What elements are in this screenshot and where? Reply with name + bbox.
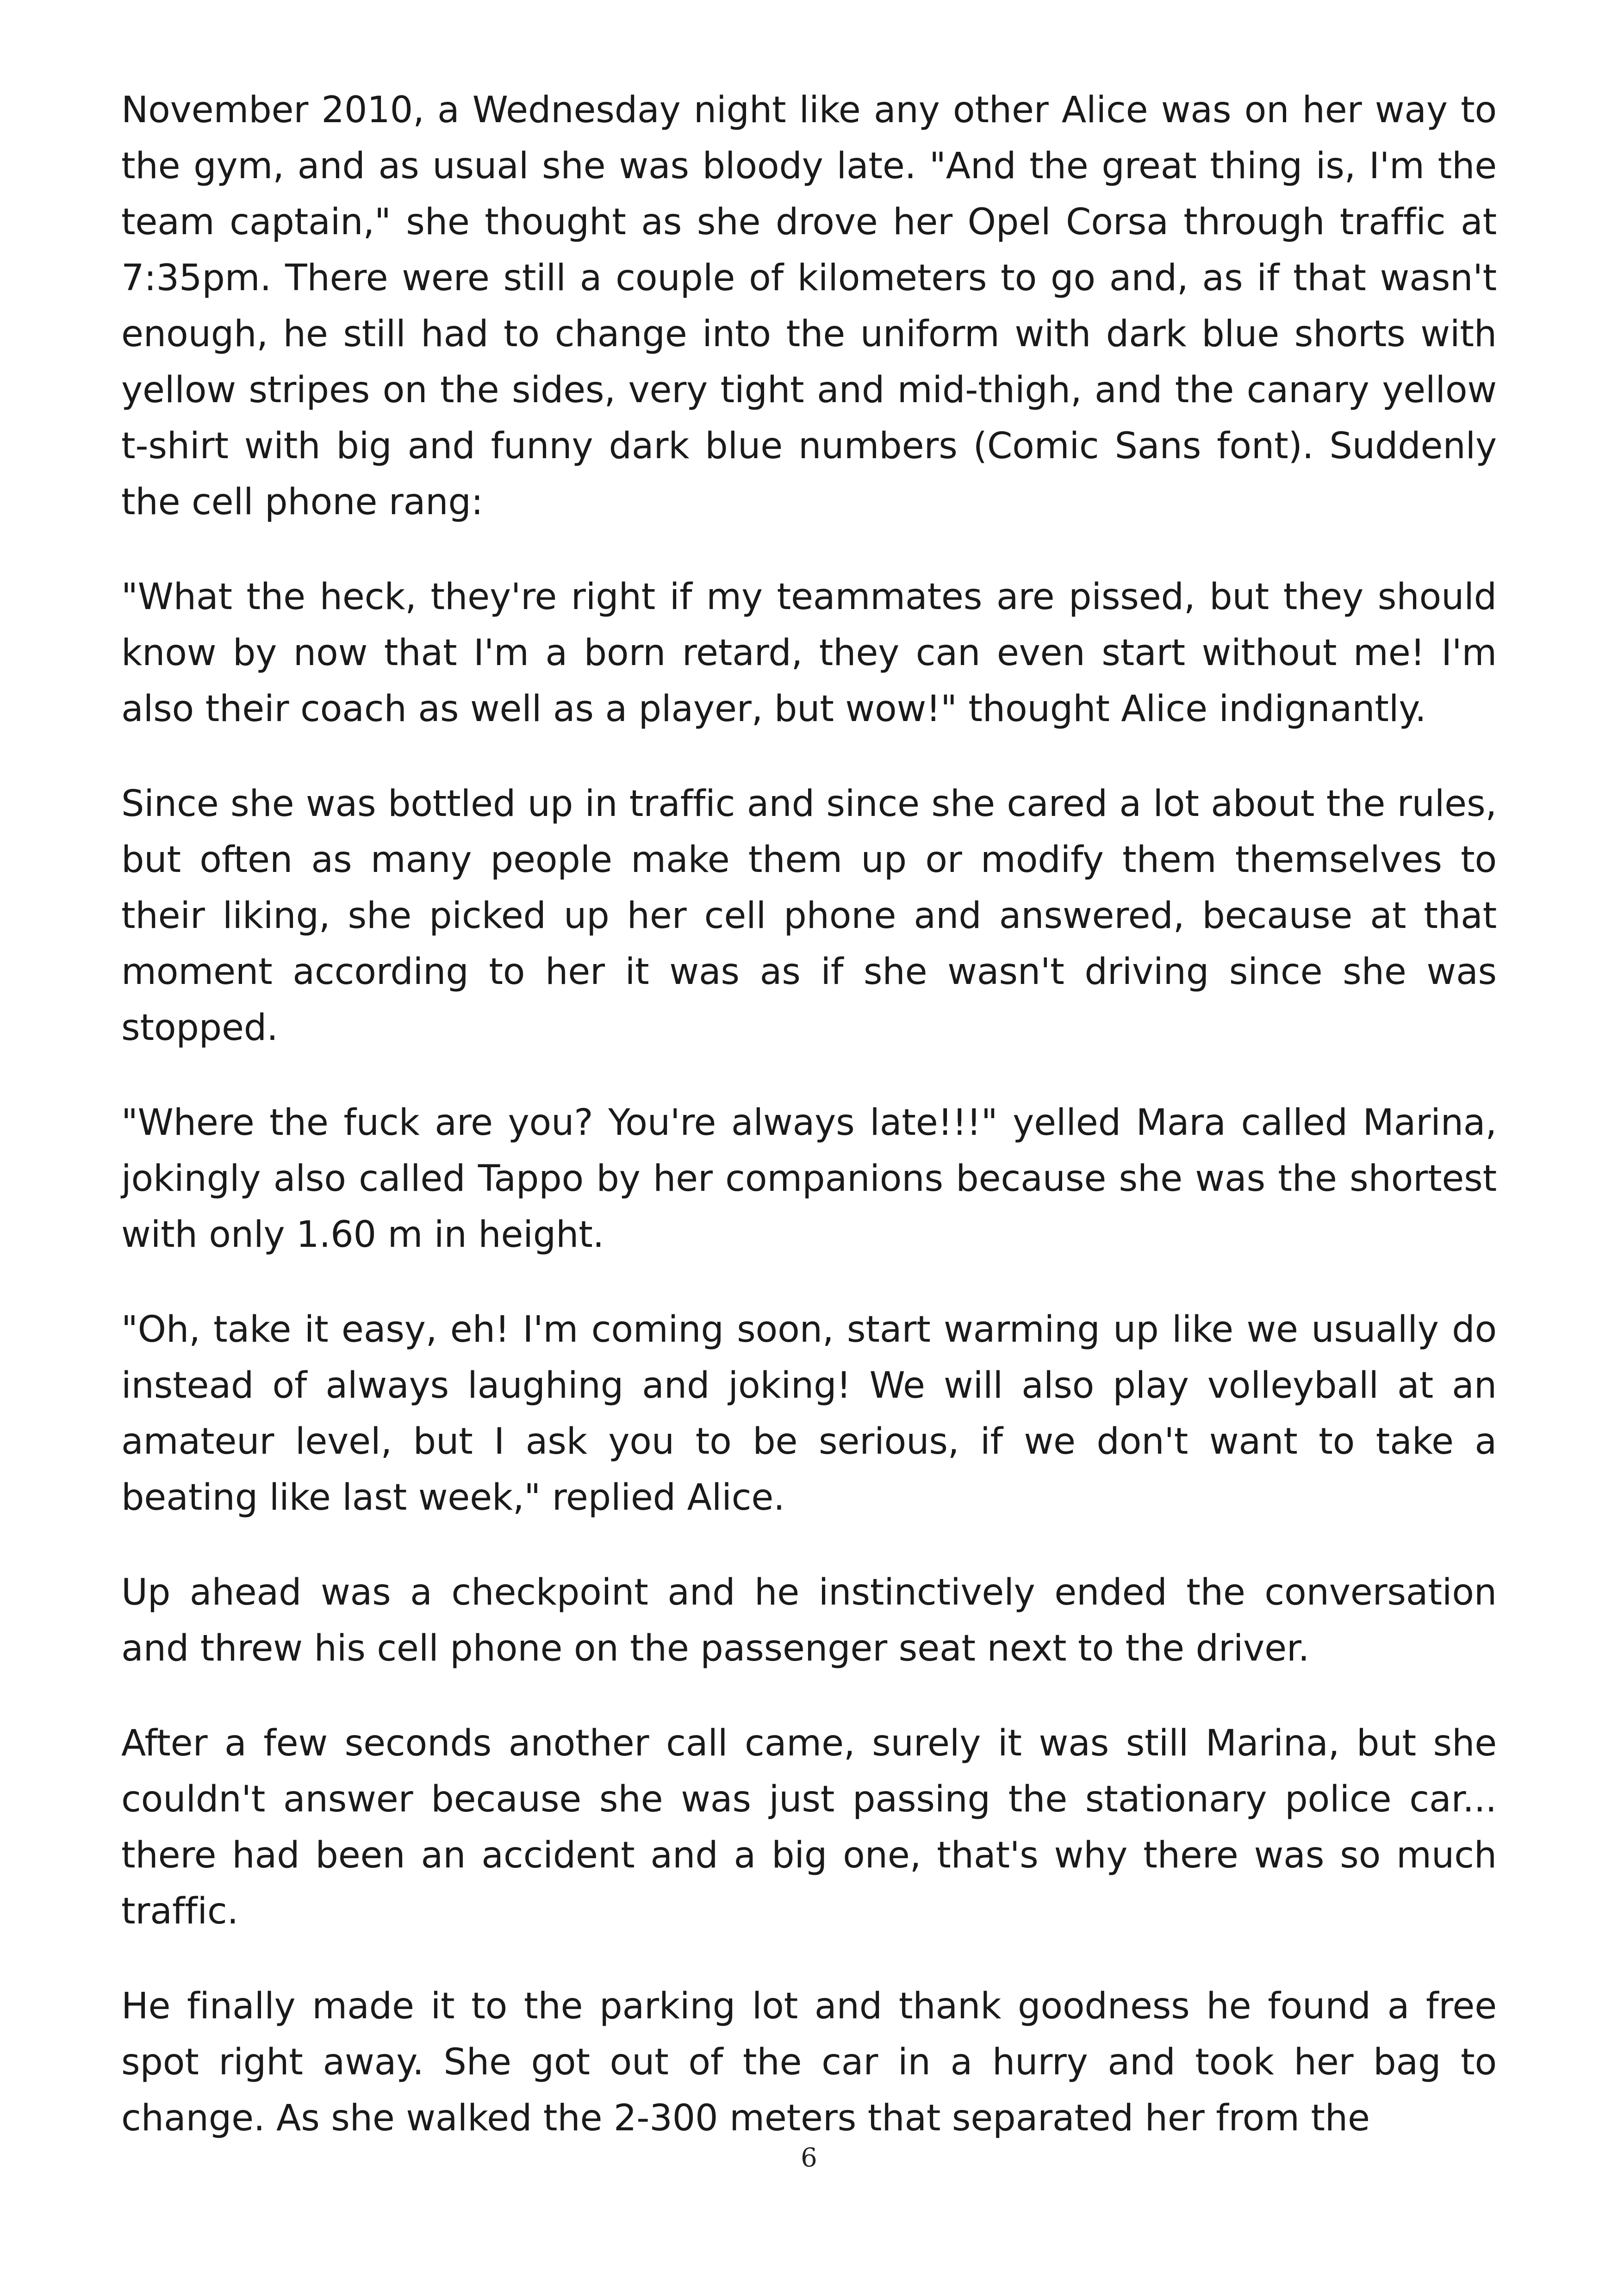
paragraph-3: Since she was bottled up in traffic and since she cared a lot about the rules, but often as many people make them up or modify them themselves to their liking, she picked up her cell phone and answered, because at that moment according to her it was as if she wasn't driving since she was stopped. [121,783,1497,1049]
paragraph-1: November 2010, a Wednesday night like any other Alice was on her way to the gym, and as usual she was bloody late. "And the great thing is, I'm the team captain," she thought as she drove her Opel Corsa through traffic at 7:35pm. There were still a couple of kilometers to go and, as if that wasn't enough, he still had to change into the uniform with dark blue shorts with yellow stripes on the sides, very tight and mid-thigh, and the canary yellow t-shirt with big and funny dark blue numbers (Comic Sans font). Suddenly the cell phone rang: [121,89,1497,523]
body-text [121,82,1497,2147]
paragraph-7: After a few seconds another call came, surely it was still Marina, but she couldn't answer because she was just passing the stationary police car... there had been an accident and a big one, that's why there was so much traffic. [121,1723,1497,1932]
paragraph-2: "What the heck, they're right if my teammates are pissed, but they should know by now that I'm a born retard, they can even start without me! I'm also their coach as well as a player, but wow!" thought Alice indignantly. [121,576,1497,730]
paragraph-4: "Where the fuck are you? You're always late!!!" yelled Mara called Marina, jokingly also called Tappo by her companions because she was the shortest with only 1.60 m in height. [121,1102,1497,1256]
page-number: 6 [801,2143,817,2173]
paragraph-6: Up ahead was a checkpoint and he instinctively ended the conversation and threw his cell phone on the passenger seat next to the driver. [121,1572,1497,1669]
paragraph-8: He finally made it to the parking lot and thank goodness he found a free spot right away. She got out of the car in a hurry and took her bag to change. As she walked the 2-300 meters that separated her from the [121,1985,1497,2139]
paragraph-5: "Oh, take it easy, eh! I'm coming soon, start warming up like we usually do instead of always laughing and joking! We will also play volleyball at an amateur level, but I ask you to be serious, if we don't want to take a beating like last week," replied Alice. [121,1309,1497,1518]
